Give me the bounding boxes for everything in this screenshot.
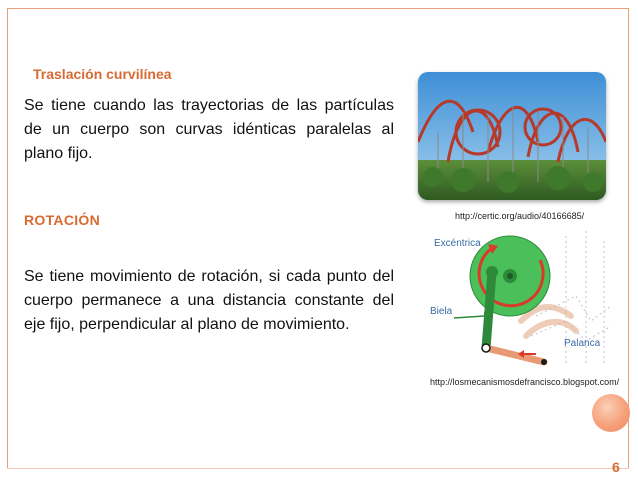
roller-coaster-photo <box>418 72 606 200</box>
label-biela: Biela <box>430 306 453 317</box>
section-title-traslacion: Traslación curvilínea <box>33 66 172 82</box>
paragraph-traslacion: Se tiene cuando las trayectorias de las partículas de un cuerpo son curvas idénticas paralelas al plano fijo. <box>24 97 394 162</box>
slide-bottom-band <box>7 468 629 478</box>
label-excentrica: Excéntrica <box>434 238 481 249</box>
label-palanca: Palanca <box>564 338 601 349</box>
eccentric-mechanism-diagram <box>426 226 616 372</box>
photo-caption-url[interactable]: http://certic.org/audio/40166685/ <box>455 211 585 221</box>
paragraph-rotacion: Se tiene movimiento de rotación, si cada punto del cuerpo permanece a una distancia constante del eje fijo, perpendicular al plano de movimiento. <box>24 268 394 333</box>
section-title-rotacion: ROTACIÓN <box>24 212 101 228</box>
page-number: 6 <box>612 459 620 475</box>
diagram-caption-url[interactable]: http://losmecanismosdefrancisco.blogspot.com/ <box>430 377 620 387</box>
decorative-circle <box>592 394 630 432</box>
